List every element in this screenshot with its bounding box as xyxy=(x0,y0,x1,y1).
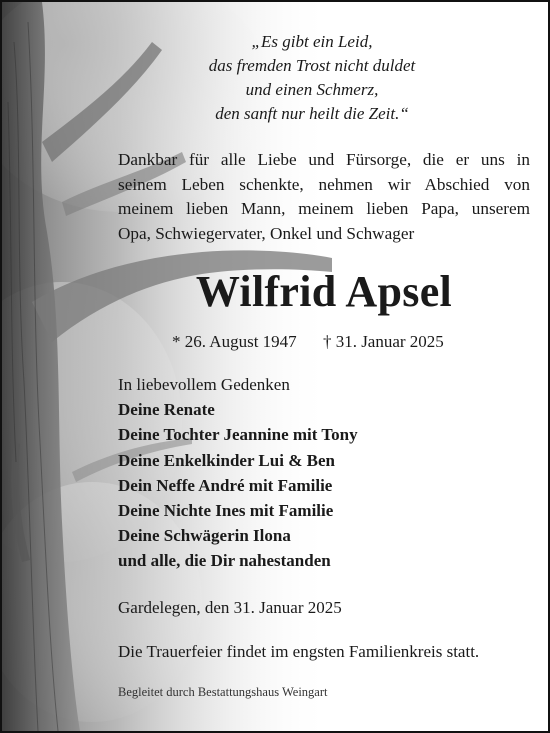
mourners-list xyxy=(118,372,538,574)
intro-line: Opa, Schwiegervater, Onkel und Schwager xyxy=(118,223,415,243)
deceased-name: Wilfrid Apsel xyxy=(195,267,453,316)
mourner-entry: Deine Renate xyxy=(118,400,215,420)
intro-line: meinem lieben Mann, meinem lieben Papa, unserem xyxy=(118,199,530,218)
quote-line: den sanft nur heilt die Zeit.“ xyxy=(215,104,409,123)
mourner-entry: Deine Schwägerin Ilona xyxy=(118,526,291,546)
intro-line: Dankbar für alle Liebe und Fürsorge, die er uns in xyxy=(118,150,530,169)
mourner-entry: Dein Neffe André mit Familie xyxy=(118,475,333,495)
mourner-entry: Deine Enkelkinder Lui & Ben xyxy=(118,450,335,470)
quote-line: und einen Schmerz, xyxy=(245,80,379,99)
life-dates xyxy=(172,330,444,354)
mourner-entry: Deine Tochter Jeannine mit Tony xyxy=(118,425,358,445)
intro-line: seinem Leben schenkte, nehmen wir Abschied von xyxy=(118,174,530,194)
memorial-quote xyxy=(182,30,442,126)
undertaker-credit: Begleitet durch Bestattungshaus Weingart xyxy=(118,685,328,699)
place-and-date: Gardelegen, den 31. Januar 2025 xyxy=(118,598,342,617)
birth-date: * 26. August 1947 xyxy=(172,332,297,351)
notice-content xyxy=(2,2,548,731)
mourner-entry: Deine Nichte Ines mit Familie xyxy=(118,501,334,521)
quote-line: das fremden Trost nicht duldet xyxy=(208,56,416,75)
death-date: † 31. Januar 2025 xyxy=(322,332,444,351)
mourners-lead: In liebevollem Gedenken xyxy=(118,375,290,394)
intro-text xyxy=(118,148,530,246)
mourner-entry: und alle, die Dir nahestanden xyxy=(118,551,331,571)
quote-line: „Es gibt ein Leid, xyxy=(251,32,373,51)
ceremony-note: Die Trauerfeier findet im engsten Familienkreis statt. xyxy=(118,642,480,661)
